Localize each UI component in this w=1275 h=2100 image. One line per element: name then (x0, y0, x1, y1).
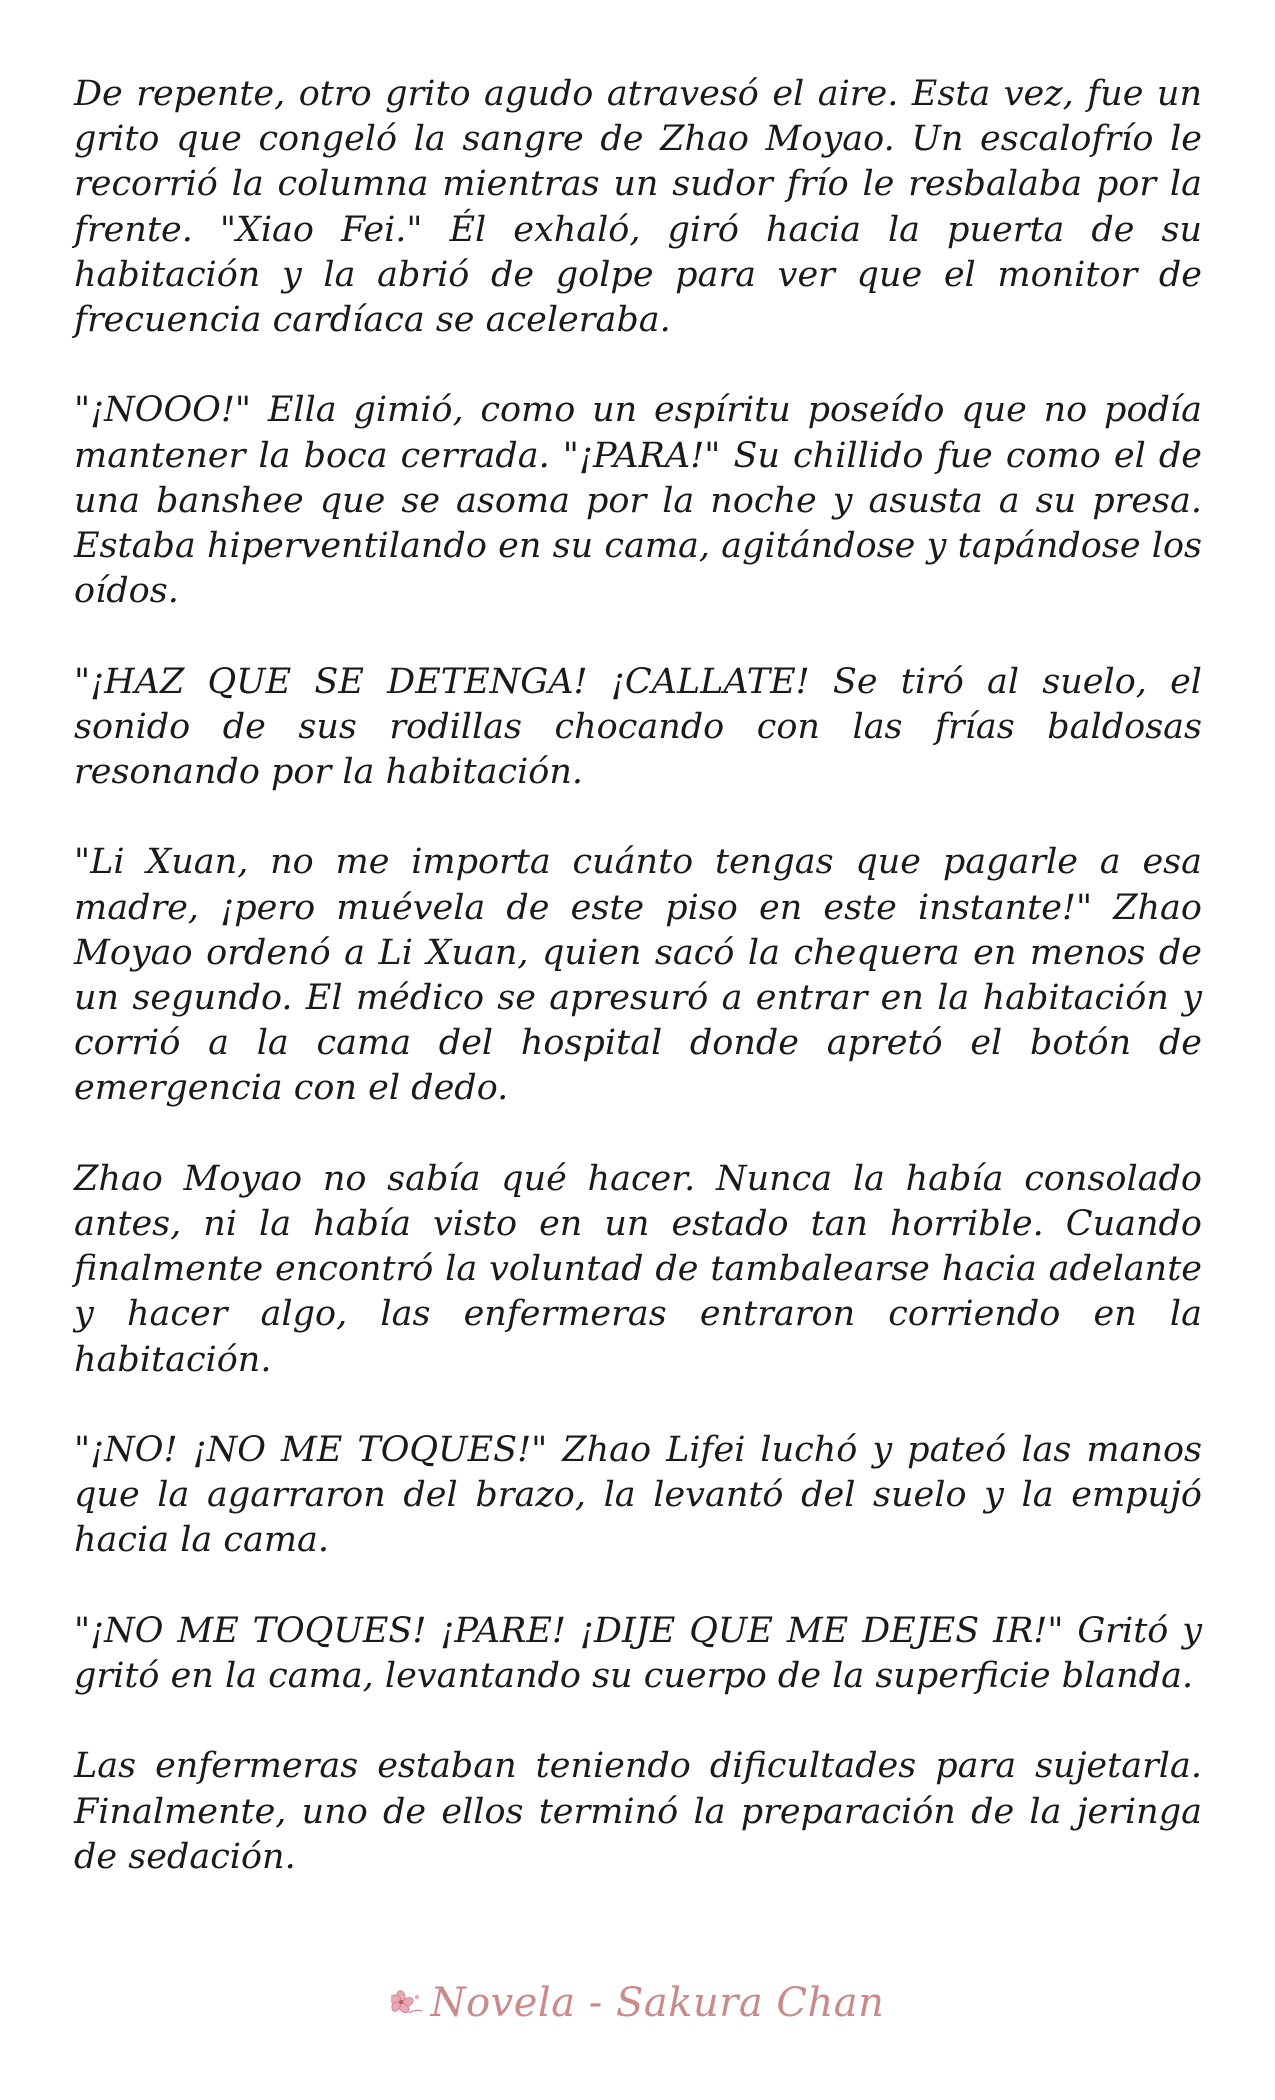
paragraph-5: Zhao Moyao no sabía qué hacer. Nunca la había consolado antes, ni la había visto en un estado tan horrible. Cuando finalmente encontró la voluntad de tambalearse hacia adelante y hacer algo, las enfermeras entraron corriendo en la habitación. (74, 1158, 1202, 1380)
document-body (74, 72, 1202, 1925)
sakura-flower-icon (391, 1983, 425, 2029)
paragraph-6: "¡NO! ¡NO ME TOQUES!" Zhao Lifei luchó y pateó las manos que la agarraron del brazo, la levantó del suelo y la empujó hacia la cama. (74, 1430, 1202, 1561)
paragraph-7: "¡NO ME TOQUES! ¡PARE! ¡DIJE QUE ME DEJES IR!" Gritó y gritó en la cama, levantando su cuerpo de la superficie blanda. (74, 1610, 1202, 1697)
watermark-text: Novela - Sakura Chan (430, 1980, 885, 2026)
paragraph-8: Las enfermeras estaban teniendo dificultades para sujetarla. Finalmente, uno de ellos terminó la preparación de la jeringa de sedación. (74, 1746, 1202, 1877)
watermark (0, 1980, 1275, 2029)
paragraph-4: "Li Xuan, no me importa cuánto tengas que pagarle a esa madre, ¡pero muévela de este piso en este instante!" Zhao Moyao ordenó a Li Xuan, quien sacó la chequera en menos de un segundo. El médico se apresuró a entrar en la habitación y corrió a la cama del hospital donde apretó el botón de emergencia con el dedo. (74, 842, 1202, 1109)
paragraph-2: "¡NOOO!" Ella gimió, como un espíritu poseído que no podía mantener la boca cerrada. "¡PARA!" Su chillido fue como el de una banshee que se asoma por la noche y asusta a su presa. Estaba hiperventilando en su cama, agitándose y tapándose los oídos. (74, 390, 1202, 612)
paragraph-3: "¡HAZ QUE SE DETENGA! ¡CALLATE! Se tiró al suelo, el sonido de sus rodillas chocando con las frías baldosas resonando por la habitación. (74, 661, 1202, 793)
paragraph-1: De repente, otro grito agudo atravesó el aire. Esta vez, fue un grito que congeló la sangre de Zhao Moyao. Un escalofrío le recorrió la columna mientras un sudor frío le resbalaba por la frente. "Xiao Fei." Él exhaló, giró hacia la puerta de su habitación y la abrió de golpe para ver que el monitor de frecuencia cardíaca se aceleraba. (74, 74, 1202, 341)
